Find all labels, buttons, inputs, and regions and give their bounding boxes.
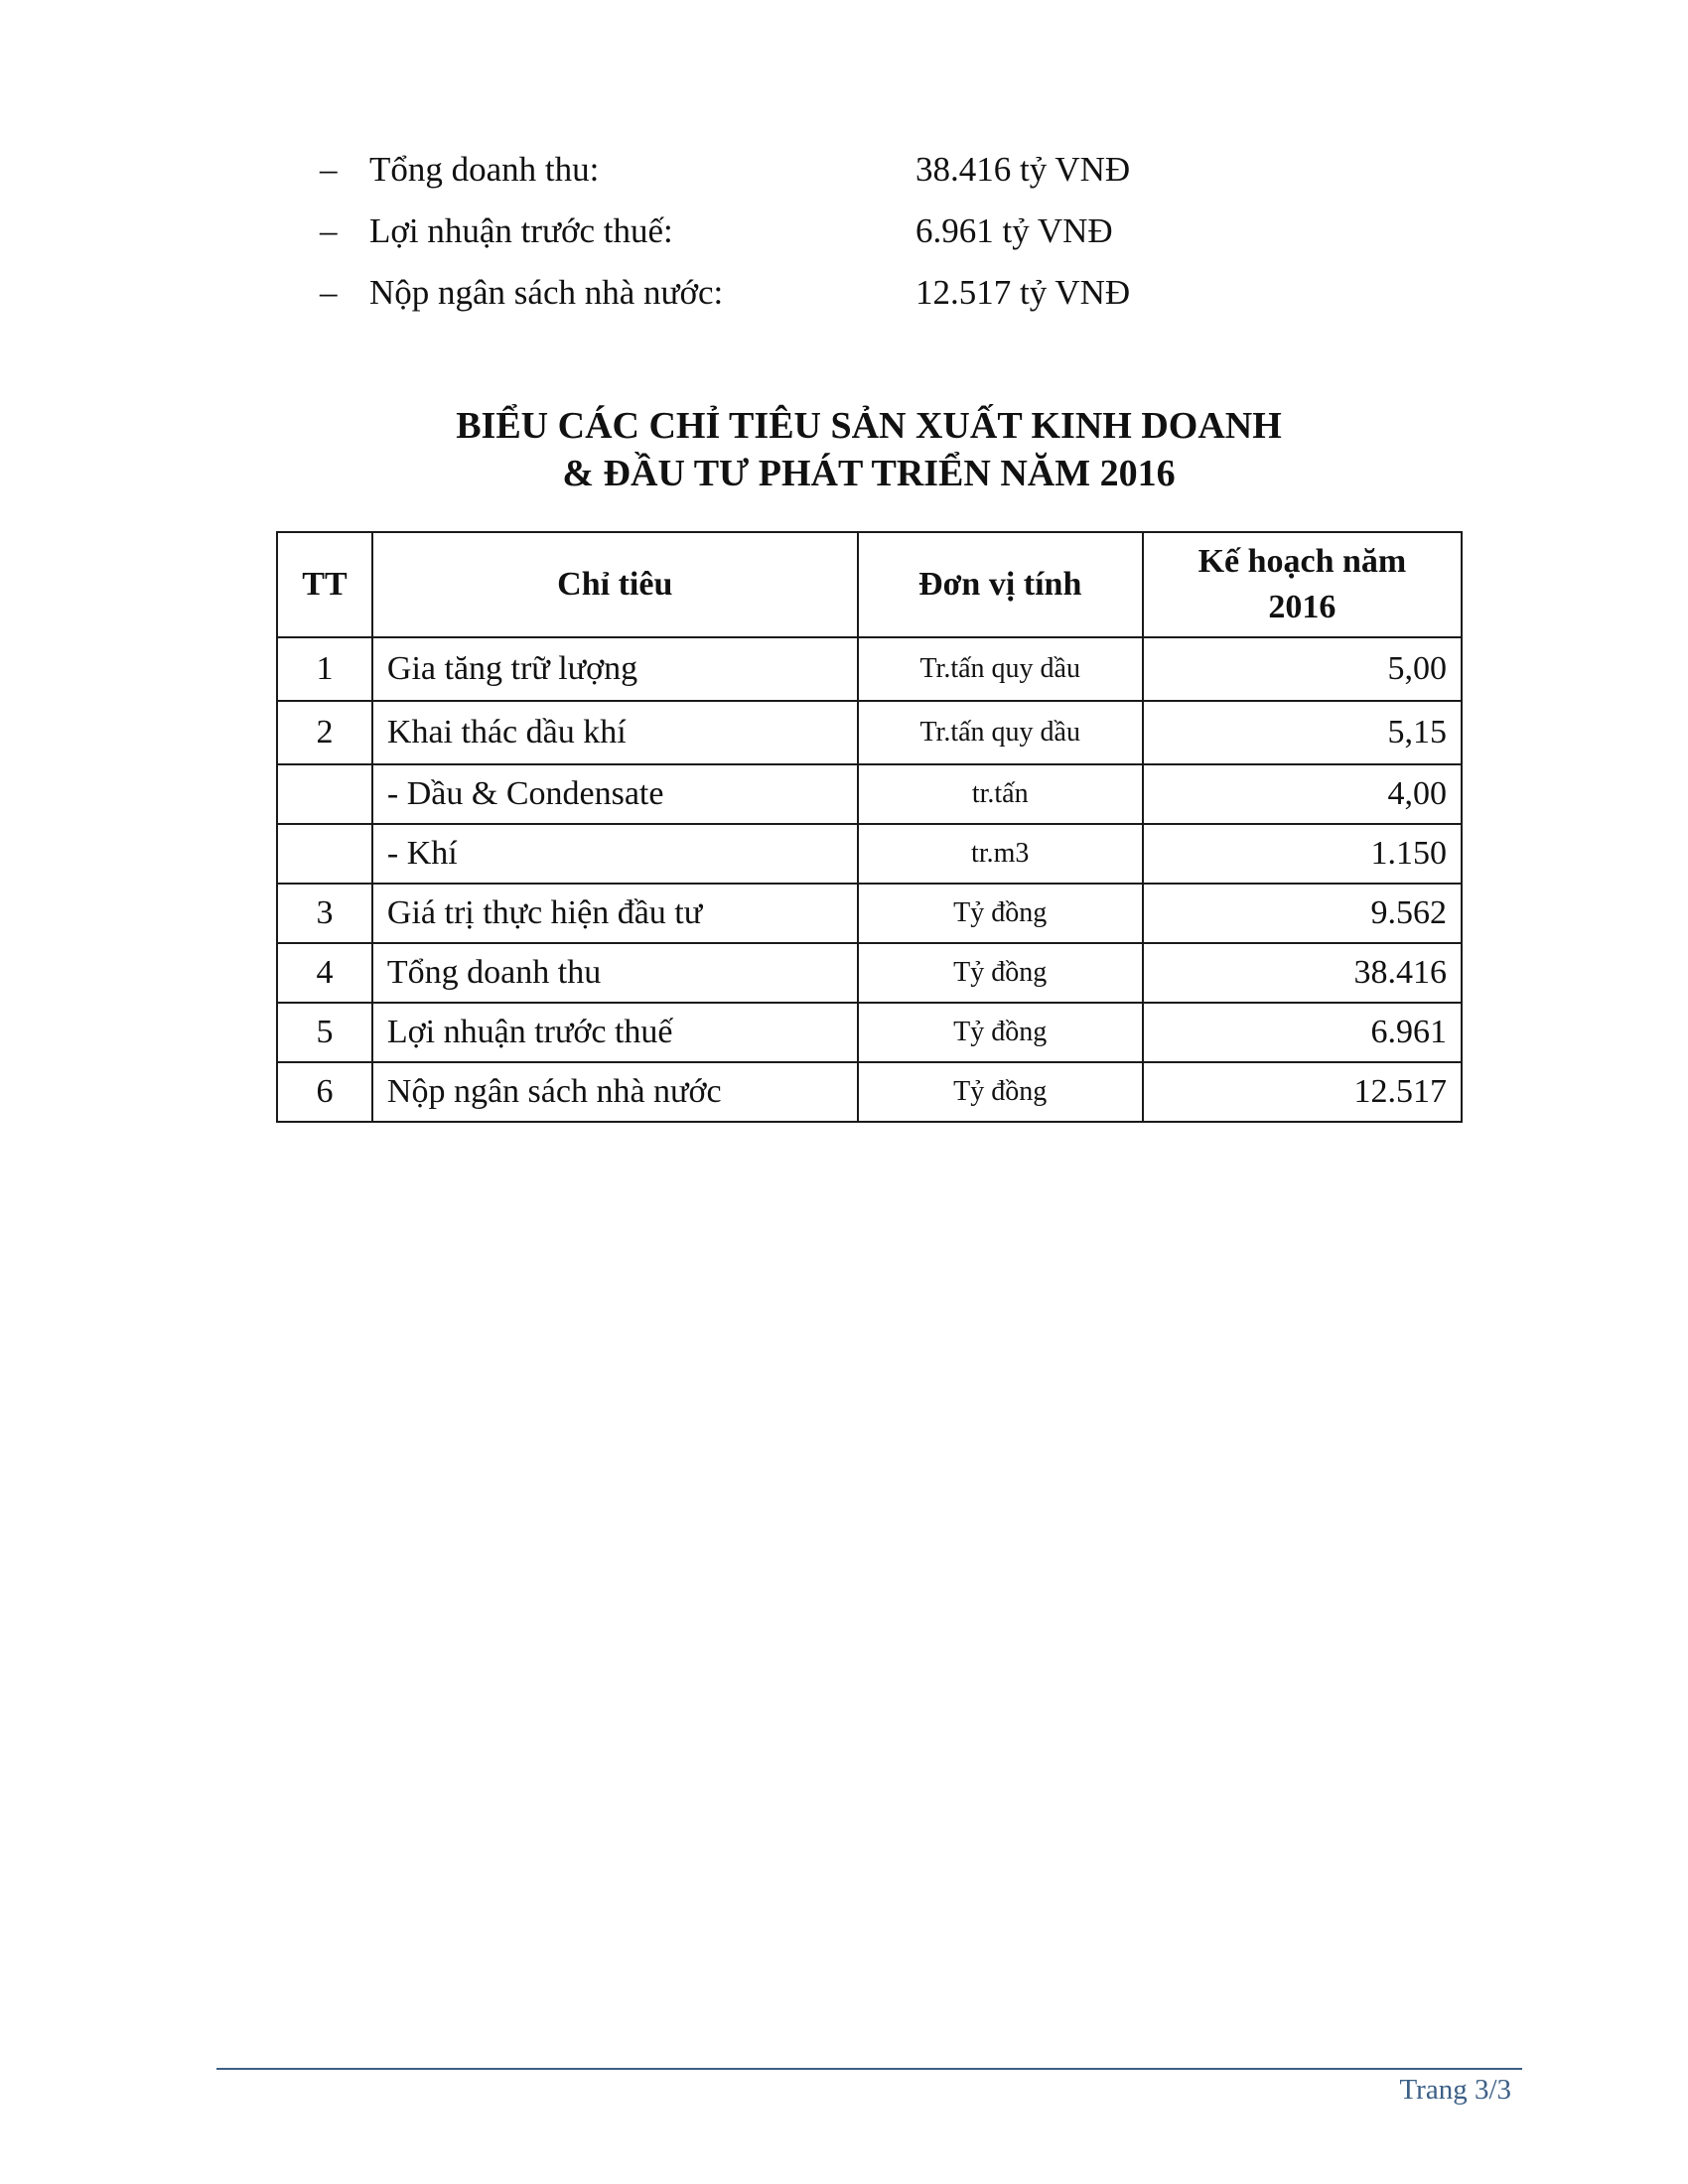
summary-item-profit — [320, 205, 1213, 267]
cell-tt: 3 — [277, 884, 372, 943]
cell-name: Tổng doanh thu — [372, 943, 858, 1003]
summary-list — [320, 144, 1213, 329]
summary-label: Tổng doanh thu: — [369, 150, 600, 189]
cell-name: Nộp ngân sách nhà nước — [372, 1062, 858, 1122]
cell-tt: 4 — [277, 943, 372, 1003]
cell-plan: 38.416 — [1143, 943, 1462, 1003]
cell-unit: Tỷ đồng — [858, 1003, 1143, 1062]
table-row — [277, 943, 1462, 1003]
table-row — [277, 1003, 1462, 1062]
cell-plan: 4,00 — [1143, 764, 1462, 824]
cell-plan: 9.562 — [1143, 884, 1462, 943]
cell-unit: Tỷ đồng — [858, 1062, 1143, 1122]
summary-label: Nộp ngân sách nhà nước: — [369, 273, 724, 312]
summary-item-revenue — [320, 144, 1213, 205]
cell-tt — [277, 764, 372, 824]
summary-item-budget — [320, 267, 1213, 329]
table-title — [0, 402, 1688, 497]
page-number: Trang 3/3 — [1399, 2074, 1511, 2106]
cell-tt: 2 — [277, 701, 372, 764]
cell-tt: 1 — [277, 637, 372, 701]
header-unit: Đơn vị tính — [858, 532, 1143, 637]
table-title-line1: BIỂU CÁC CHỈ TIÊU SẢN XUẤT KINH DOANH — [456, 405, 1282, 447]
cell-unit: tr.m3 — [858, 824, 1143, 884]
cell-unit: Tỷ đồng — [858, 943, 1143, 1003]
table-header-row — [277, 532, 1462, 637]
header-plan-line2: 2016 — [1268, 589, 1336, 625]
bullet-dash: – — [320, 211, 338, 250]
cell-name: - Dầu & Condensate — [372, 764, 858, 824]
plan-table — [276, 531, 1463, 1123]
table-title-line2: & ĐẦU TƯ PHÁT TRIỂN NĂM 2016 — [562, 453, 1176, 494]
header-plan-line1: Kế hoạch năm — [1197, 543, 1407, 580]
cell-name: Giá trị thực hiện đầu tư — [372, 884, 858, 943]
bullet-dash: – — [320, 273, 338, 312]
table-row — [277, 1062, 1462, 1122]
footer-divider — [216, 2068, 1522, 2070]
cell-plan: 12.517 — [1143, 1062, 1462, 1122]
cell-unit: Tr.tấn quy dầu — [858, 637, 1143, 701]
cell-unit: Tỷ đồng — [858, 884, 1143, 943]
cell-tt — [277, 824, 372, 884]
header-name: Chỉ tiêu — [372, 532, 858, 637]
cell-plan: 6.961 — [1143, 1003, 1462, 1062]
cell-unit: tr.tấn — [858, 764, 1143, 824]
table-row — [277, 637, 1462, 701]
summary-value: 38.416 tỷ VNĐ — [915, 150, 1131, 189]
cell-plan: 5,15 — [1143, 701, 1462, 764]
bullet-dash: – — [320, 150, 338, 189]
cell-unit: Tr.tấn quy dầu — [858, 701, 1143, 764]
cell-name: Khai thác dầu khí — [372, 701, 858, 764]
header-plan — [1143, 532, 1462, 637]
cell-name: Gia tăng trữ lượng — [372, 637, 858, 701]
table-row — [277, 824, 1462, 884]
cell-plan: 5,00 — [1143, 637, 1462, 701]
summary-value: 12.517 tỷ VNĐ — [915, 273, 1131, 312]
cell-name: Lợi nhuận trước thuế — [372, 1003, 858, 1062]
table-row — [277, 701, 1462, 764]
table-row — [277, 764, 1462, 824]
table-row — [277, 884, 1462, 943]
cell-plan: 1.150 — [1143, 824, 1462, 884]
summary-label: Lợi nhuận trước thuế: — [369, 211, 673, 250]
cell-tt: 5 — [277, 1003, 372, 1062]
cell-tt: 6 — [277, 1062, 372, 1122]
header-tt: TT — [277, 532, 372, 637]
cell-name: - Khí — [372, 824, 858, 884]
summary-value: 6.961 tỷ VNĐ — [915, 211, 1113, 250]
